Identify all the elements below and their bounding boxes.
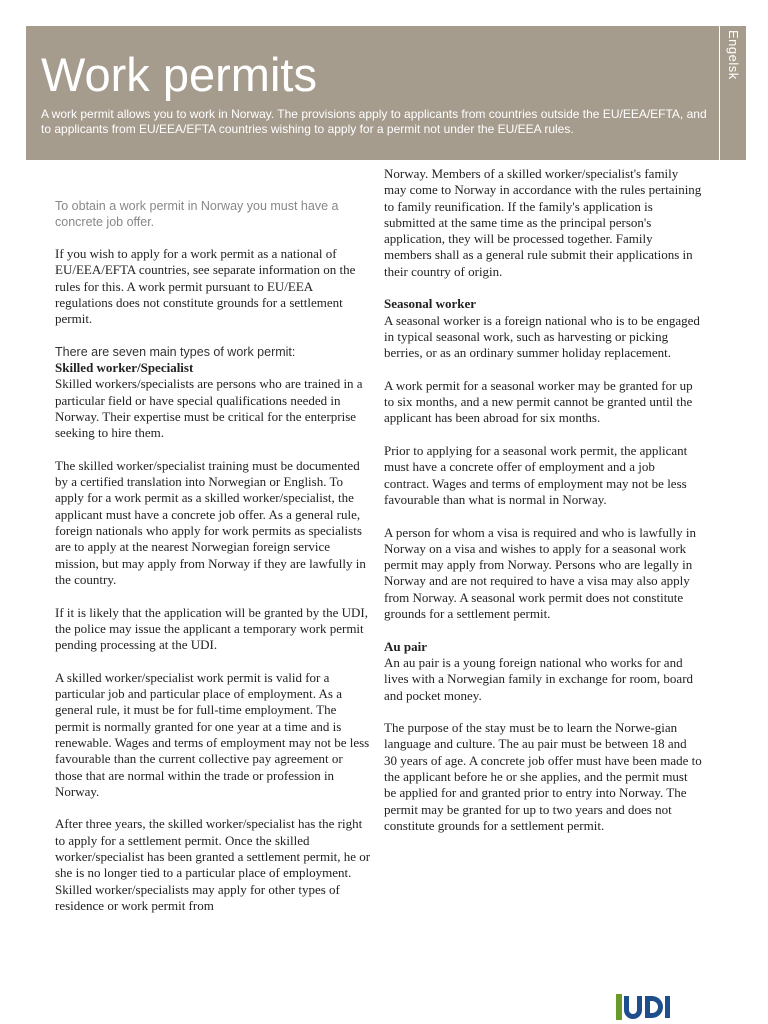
column-right	[384, 166, 702, 850]
paragraph: The purpose of the stay must be to learn the Norwe-gian language and culture. The au pair must be between 18 and 30 years of age. A concrete job offer must have been made to the applicant before he or she applies, and the permit must be applied for and granted prior to entry into Norway. The permit may be granted for up to two years and does not constitute grounds for a settlement permit.	[384, 720, 702, 833]
language-tab-label: Engelsk	[726, 30, 741, 80]
paragraph: An au pair is a young foreign national who works for and lives with a Norwegian family in exchange for room, board and pocket money.	[384, 654, 694, 703]
paragraph: If it is likely that the application will be granted by the UDI, the police may issue the applicant a temporary work permit pending processing at the UDI.	[55, 604, 369, 653]
paragraph: A seasonal worker is a foreign national who is to be engaged in typical seasonal work, such as harvesting or picking berries, or as an ordinary summer holiday replacement.	[384, 312, 700, 361]
heading-au-pair: Au pair	[384, 638, 427, 654]
paragraph: A person for whom a visa is required and who is lawfully in Norway on a visa and wishes to apply for a seasonal work permit may apply from Norway. Persons who are legally in Norway and are not required to have a visa may also apply from Norway. A seasonal work permit does not constitute grounds for a settlement permit.	[384, 524, 696, 622]
language-tab[interactable]	[719, 26, 746, 160]
heading-skilled-worker: Skilled worker/Specialist	[55, 360, 194, 376]
paragraph: Norway. Members of a skilled worker/specialist's family may come to Norway in accordance with the rules pertaining to family reunification. If the family's application is submitted at the same time as the principal person's application, they will be processed together. Family members shall as a general rule submit their applications in their country of origin.	[384, 166, 702, 279]
paragraph: If you wish to apply for a work permit as a national of EU/EEA/EFTA countries, see separate information on the rules for this. A work permit pursuant to EU/EEA regulations does not constitute grounds for a settlement permit.	[55, 246, 356, 327]
types-intro: There are seven main types of work permit:	[55, 344, 296, 359]
paragraph: A skilled worker/specialist work permit is valid for a particular job and particular place of employment. As a general rule, it must be for full-time employment. The permit is normally granted for one year at a time and is renewable. Wages and terms of employment may not be less favourable than the current collective pay agreement or those that are normal within the trade or profession in Norway.	[55, 669, 370, 799]
header-banner	[26, 26, 719, 160]
lead-text: To obtain a work permit in Norway you must have a concrete job offer.	[55, 199, 339, 229]
paragraph: The skilled worker/specialist training must be documented by a certified translation into Norwegian or English. To apply for a work permit as a skilled worker/specialist, the applicant must have a concrete job offer. As a general rule, foreign nationals who apply for work permits as specialists are to apply at the nearest Norwegian foreign service mission, but may apply from Norway if they are lawfully in the country.	[55, 457, 366, 587]
paragraph: A work permit for a seasonal worker may be granted for up to six months, and a new permit cannot be granted until the applicant has been abroad for six months.	[384, 377, 693, 426]
intro-text: A work permit allows you to work in Norway. The provisions apply to applicants from countries outside the EU/EEA/EFTA, and to applicants from EU/EEA/EFTA countries wishing to apply for a permit not under the EU/EEA rules.	[41, 107, 707, 136]
paragraph: Prior to applying for a seasonal work permit, the applicant must have a concrete offer of employment and a job contract. Wages and terms of employment may not be less favourable than what is normal in Norway.	[384, 443, 688, 507]
column-left	[55, 198, 373, 930]
paragraph: Skilled workers/specialists are persons who are trained in a particular field or have special qualifications needed in Norway. Their expertise must be critical for the enterprise seeking to hire them.	[55, 376, 363, 441]
heading-seasonal-worker: Seasonal worker	[384, 296, 477, 312]
page-title: Work permits	[41, 48, 317, 101]
udi-logo	[616, 994, 672, 1020]
paragraph: After three years, the skilled worker/specialist has the right to apply for a settlement permit. Once the skilled worker/specialist has been granted a settlement permit, he or she is no longer tied to a particular place of employment. Skilled worker/specialists may apply for other types of residence or work permit from	[55, 816, 371, 913]
